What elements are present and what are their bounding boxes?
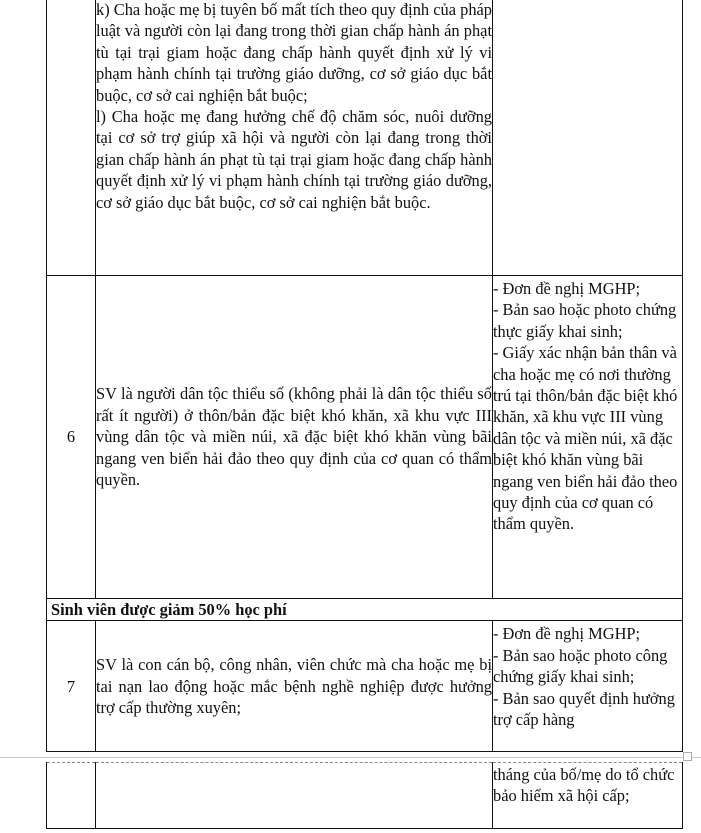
table-row-7 xyxy=(47,621,683,752)
criteria-cell xyxy=(96,0,493,276)
document-item: - Đơn đề nghị MGHP; xyxy=(493,279,641,298)
row-number-cell xyxy=(47,763,96,829)
documents-cell xyxy=(493,763,683,829)
section-header-row xyxy=(47,599,683,621)
documents-cell xyxy=(493,621,683,752)
table-row-continuation xyxy=(47,0,683,276)
document-item: - Bản sao hoặc photo chứng thực giấy khai sinh; xyxy=(493,300,677,341)
page-break-line xyxy=(0,757,701,758)
document-item: - Bản sao hoặc photo công chứng giấy khai sinh; xyxy=(493,645,668,687)
table-row-7-continued xyxy=(47,763,683,829)
table-resize-handle[interactable] xyxy=(683,752,692,761)
criteria-item-l: l) Cha hoặc mẹ đang hưởng chế độ chăm sóc, nuôi dưỡng tại cơ sở trợ giúp xã hội và người còn lại đang trong thời gian chấp hành án phạt tù tại trại giam hoặc đang chấp hành quyết định xử lý vi phạm hành chính tại trường giáo dưỡng, cơ sở giáo dục bắt buộc, cơ sở cai nghiện bắt buộc. xyxy=(96,107,492,212)
row-number-cell xyxy=(47,0,96,276)
criteria-cell xyxy=(96,763,493,829)
documents-cell xyxy=(493,0,683,276)
table-row-6 xyxy=(47,276,683,599)
criteria-cell: SV là con cán bộ, công nhân, viên chức mà cha hoặc mẹ bị tai nạn lao động hoặc mắc bệnh nghề nghiệp được hưởng trợ cấp thường xuyên; xyxy=(96,621,493,752)
documents-cell xyxy=(493,276,683,599)
mghp-table-page-2 xyxy=(46,762,683,829)
row-number-cell: 6 xyxy=(47,276,96,599)
document-item: - Bản sao quyết định hưởng trợ cấp hàng xyxy=(493,688,675,730)
document-item-continued: tháng của bố/mẹ do tổ chức bảo hiểm xã hội cấp; xyxy=(493,765,675,806)
document-item: - Giấy xác nhận bản thân và cha hoặc mẹ có nơi thường trú tại thôn/bản đặc biệt khó khăn, xã khu vực III vùng dân tộc và miền núi, xã đặc biệt khó khăn vùng bãi ngang ven biển hải đảo theo quy định của cơ quan có thẩm quyền. xyxy=(493,343,678,534)
row-number-cell: 7 xyxy=(47,621,96,752)
criteria-item-k: k) Cha hoặc mẹ bị tuyên bố mất tích theo quy định của pháp luật và người còn lại đang trong thời gian chấp hành án phạt tù tại trại giam hoặc đang chấp hành quyết định xử lý vi phạm hành chính tại trường giáo dưỡng, cơ sở giáo dục bắt buộc, cơ sở cai nghiện bắt buộc; xyxy=(96,0,492,105)
mghp-table-page-1 xyxy=(46,0,683,752)
section-header: Sinh viên được giảm 50% học phí xyxy=(47,599,683,621)
criteria-cell: SV là người dân tộc thiểu số (không phải là dân tộc thiểu số rất ít người) ở thôn/bản đặc biệt khó khăn, xã khu vực III vùng dân tộc và miền núi, xã đặc biệt khó khăn vùng bãi ngang ven biển hải đảo theo quy định của cơ quan có thẩm quyền. xyxy=(96,276,493,599)
document-item: - Đơn đề nghị MGHP; xyxy=(493,624,641,644)
